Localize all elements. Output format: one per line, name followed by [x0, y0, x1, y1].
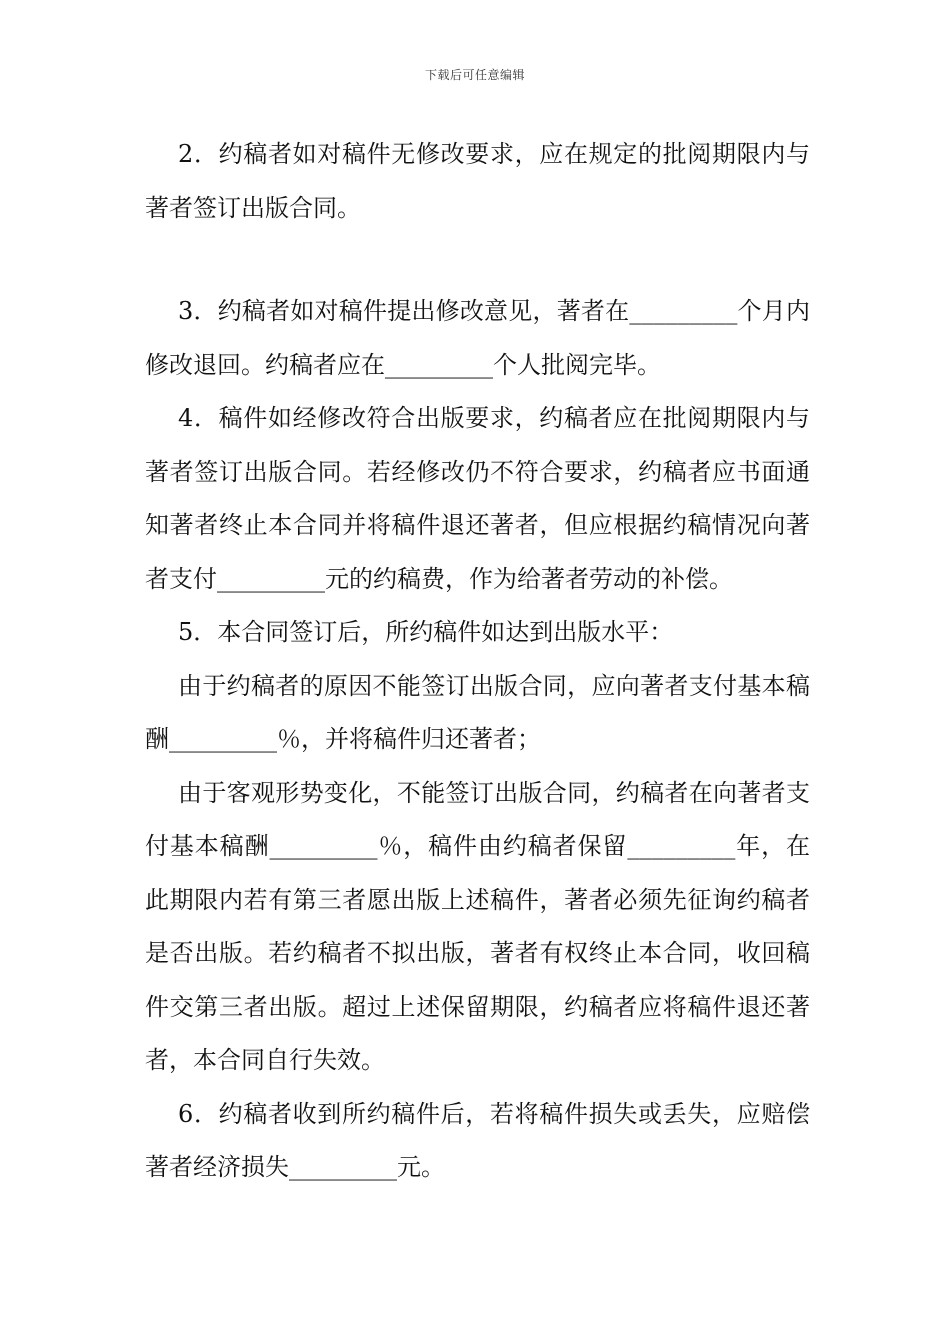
clause-3-paragraph: 3．约稿者如对稿件提出修改意见，著者在_________个月内修改退回。约稿者应在_________个人批阅完毕。: [145, 297, 810, 379]
clause-6-paragraph: 6．约稿者收到所约稿件后，若将稿件损失或丢失，应赔偿著者经济损失_________元。: [145, 1099, 810, 1181]
clause-4-paragraph: 4．稿件如经修改符合出版要求，约稿者应在批阅期限内与著者签订出版合同。若经修改仍不符合要求，约稿者应书面通知著者终止本合同并将稿件退还著者，但应根据约稿情况向著者支付_________元的约稿费，作为给著者劳动的补偿。: [145, 404, 810, 593]
clause-5-item-2-paragraph: 由于客观形势变化，不能签订出版合同，约稿者在向著者支付基本稿酬_________％，稿件由约稿者保留_________年，在此期限内若有第三者愿出版上述稿件，著者必须先征询约稿者是否出版。若约稿者不拟出版，著者有权终止本合同，收回稿件交第三者出版。超过上述保留期限，约稿者应将稿件退还著者，本合同自行失效。: [145, 778, 810, 1074]
page-header: 下载后可任意编辑: [424, 68, 525, 82]
clause-5-paragraph: 5．本合同签订后，所约稿件如达到出版水平：: [178, 618, 674, 646]
clause-2-paragraph: 2．约稿者如对稿件无修改要求，应在规定的批阅期限内与著者签订出版合同。: [145, 140, 810, 222]
document-body: [145, 128, 810, 1195]
clause-5-item-1-paragraph: 由于约稿者的原因不能签订出版合同，应向著者支付基本稿酬_________％，并将稿件归还著者；: [145, 671, 810, 753]
